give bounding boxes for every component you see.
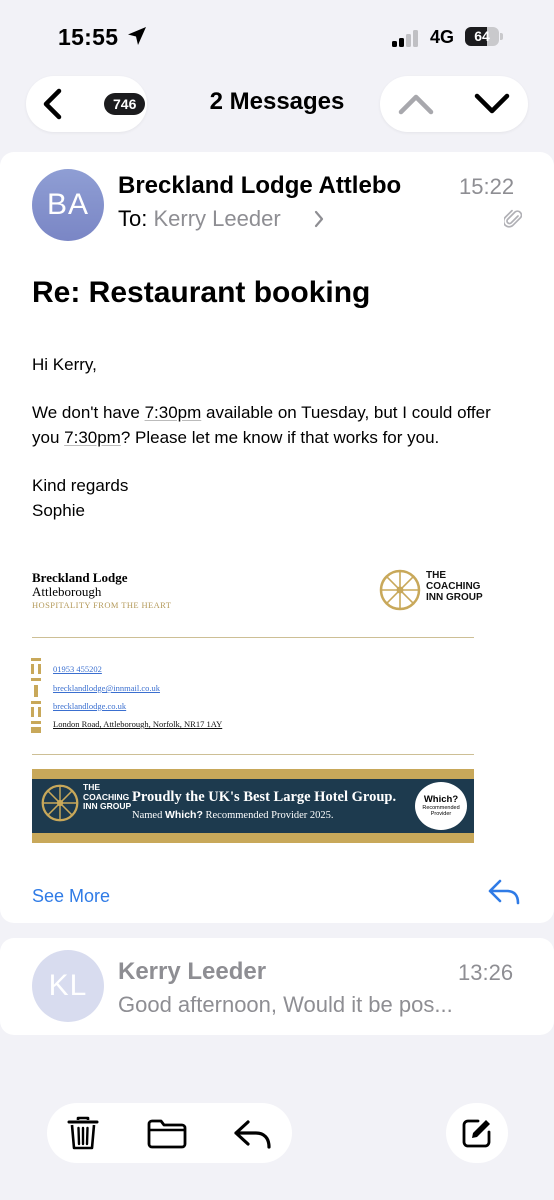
- email-link[interactable]: brecklandlodge@innmail.co.uk: [53, 683, 160, 693]
- folder-icon[interactable]: [147, 1119, 187, 1149]
- next-message-button[interactable]: [473, 91, 511, 117]
- status-bar: [0, 0, 554, 70]
- network-type: 4G: [430, 27, 455, 47]
- greeting: Hi Kerry,: [32, 355, 97, 374]
- time-link[interactable]: 7:30pm: [64, 428, 121, 447]
- coaching-wheel-logo-icon: [378, 568, 422, 612]
- closing: Kind regards: [32, 475, 129, 495]
- signature-divider: [32, 637, 474, 638]
- to-label: To:: [118, 206, 148, 231]
- battery-icon: [465, 27, 499, 46]
- signature-tagline: HOSPITALITY FROM THE HEART: [32, 600, 172, 610]
- promo-banner[interactable]: [32, 769, 474, 843]
- which-award-badge: Which? Recommended Provider: [415, 782, 467, 830]
- time-link[interactable]: 7:30pm: [144, 402, 202, 422]
- chevron-left-icon: [40, 88, 66, 120]
- location-arrow-icon: [127, 26, 147, 46]
- back-button[interactable]: [26, 76, 147, 132]
- message-time: 13:26: [458, 960, 514, 985]
- signature-name: Breckland Lodge: [32, 570, 128, 585]
- bottom-toolbar: [47, 1103, 292, 1163]
- phone-link[interactable]: 01953 455202: [53, 664, 102, 674]
- signoff: Sophie: [32, 501, 85, 520]
- recipient-line[interactable]: [118, 206, 281, 232]
- coaching-wheel-logo-icon: [40, 783, 80, 823]
- group-logo-text: THE COACHING INN GROUP: [426, 570, 483, 603]
- message-body: [32, 352, 512, 524]
- body-paragraph: We don't have 7:30pm available on Tuesday, but I could offer you 7:30pm? Please let me know if that works for you.: [32, 402, 491, 447]
- sender-avatar: KL: [32, 950, 104, 1022]
- message-card: [0, 152, 554, 923]
- attachment-icon: [504, 208, 522, 230]
- banner-headline: Proudly the UK's Best Large Hotel Group.: [132, 789, 397, 805]
- signature-divider: [32, 754, 474, 755]
- see-more-link[interactable]: See More: [32, 886, 111, 906]
- reply-icon[interactable]: [487, 878, 521, 906]
- reply-icon[interactable]: [233, 1118, 273, 1150]
- signature-place: Attleborough: [32, 584, 102, 599]
- recipient-name: Kerry Leeder: [153, 206, 281, 231]
- message-subject: Re: Restaurant booking: [32, 276, 371, 309]
- brand-monogram-icon: [30, 658, 42, 734]
- previous-message-button[interactable]: [397, 91, 435, 117]
- sender-name[interactable]: Breckland Lodge Attlebo: [118, 172, 402, 199]
- address-link[interactable]: London Road, Attleborough, Norfolk, NR17 1AY: [53, 719, 223, 729]
- cellular-signal-icon: [392, 29, 422, 47]
- sender-avatar[interactable]: BA: [32, 169, 104, 241]
- website-link[interactable]: brecklandlodge.co.uk: [53, 701, 127, 711]
- message-navigation: [380, 76, 528, 132]
- trash-icon[interactable]: [67, 1116, 99, 1150]
- unread-count-badge: 746: [104, 93, 145, 115]
- message-card-collapsed[interactable]: [0, 938, 554, 1035]
- battery-percent: 64: [474, 28, 490, 44]
- chevron-right-icon: [314, 210, 324, 228]
- banner-group-text: THE COACHING INN GROUP: [83, 782, 132, 811]
- compose-button[interactable]: [446, 1103, 508, 1163]
- sender-name: Kerry Leeder: [118, 958, 267, 985]
- compose-icon: [461, 1117, 493, 1149]
- message-time: 15:22: [459, 174, 515, 199]
- message-preview: Good afternoon, Would it be pos...: [118, 992, 453, 1017]
- banner-subline: Named Which? Recommended Provider 2025.: [132, 809, 334, 821]
- status-time: 15:55: [58, 24, 119, 50]
- thread-title: 2 Messages: [209, 88, 345, 115]
